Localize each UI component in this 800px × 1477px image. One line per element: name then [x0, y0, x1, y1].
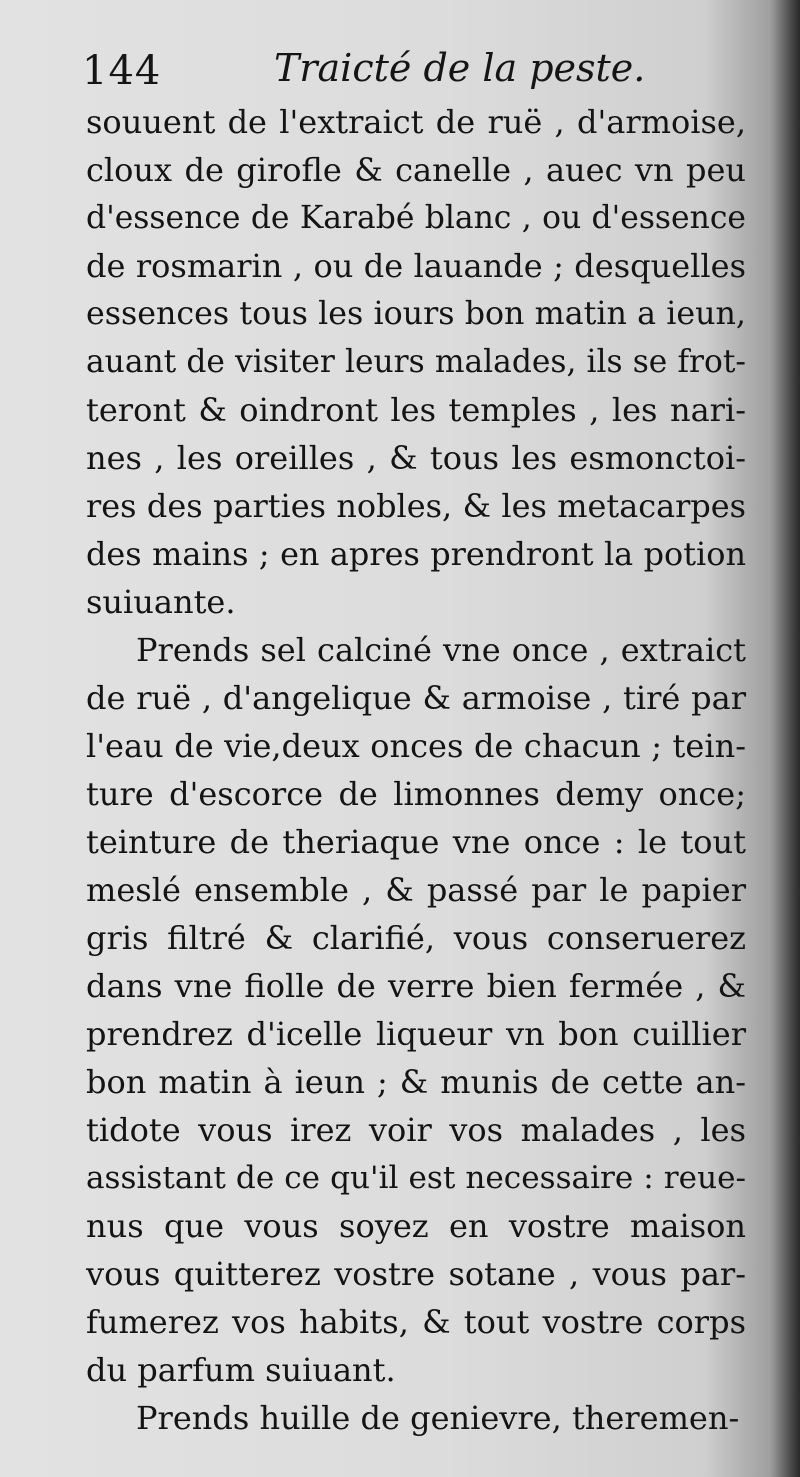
- text-line: d'essence de Karabé blanc , ou d'essence: [86, 200, 746, 236]
- text-line: assistant de ce qu'il est necessaire : reue-: [86, 1160, 746, 1196]
- text-line: auant de visiter leurs malades, ils se frot-: [86, 344, 746, 380]
- text-line: nes , les oreilles , & tous les esmonctoi-: [86, 439, 746, 477]
- text-line: res des parties nobles, & les metacarpes: [86, 487, 746, 525]
- text-line: suiuante.: [86, 583, 236, 621]
- text-line: cloux de girofle & canelle , auec vn peu: [86, 151, 746, 189]
- page-spine-shadow: [770, 0, 800, 1477]
- text-line: nus que vous soyez en vostre maison: [86, 1207, 746, 1245]
- text-line: ture d'escorce de limonnes demy once;: [86, 775, 746, 813]
- text-line: Prends huille de genievre, theremen-: [136, 1399, 740, 1437]
- text-line: bon matin à ieun ; & munis de cette an-: [86, 1063, 746, 1101]
- text-line: de rosmarin , ou de lauande ; desquelles: [86, 247, 746, 285]
- text-line: teinture de theriaque vne once : le tout: [86, 823, 746, 861]
- text-line: essences tous les iours bon matin a ieun,: [86, 296, 746, 332]
- text-line: tidote vous irez voir vos malades , les: [86, 1111, 746, 1149]
- page-number: 144: [82, 48, 162, 94]
- text-line: souuent de l'extraict de ruë , d'armoise,: [86, 103, 746, 141]
- text-line: de ruë , d'angelique & armoise , tiré par: [86, 679, 746, 717]
- text-line: prendrez d'icelle liqueur vn bon cuillier: [86, 1015, 746, 1053]
- text-line: meslé ensemble , & passé par le papier: [86, 871, 746, 909]
- text-line: dans vne fiolle de verre bien fermée , &: [86, 967, 746, 1005]
- text-line: du parfum suiuant.: [86, 1351, 396, 1389]
- text-line: gris filtré & clarifié, vous conseruerez: [86, 919, 746, 957]
- text-line: fumerez vos habits, & tout vostre corps: [86, 1303, 746, 1341]
- text-line: vous quitterez vostre sotane , vous par-: [86, 1255, 746, 1293]
- text-line: Prends sel calciné vne once , extraict: [136, 631, 746, 669]
- text-line: teront & oindront les temples , les nari-: [86, 391, 746, 429]
- body-text: [86, 98, 746, 1442]
- page-header: [82, 42, 722, 98]
- running-title: Traicté de la peste.: [274, 46, 646, 90]
- text-line: des mains ; en apres prendront la potion: [86, 535, 746, 573]
- text-line: l'eau de vie,deux onces de chacun ; tein-: [86, 727, 746, 765]
